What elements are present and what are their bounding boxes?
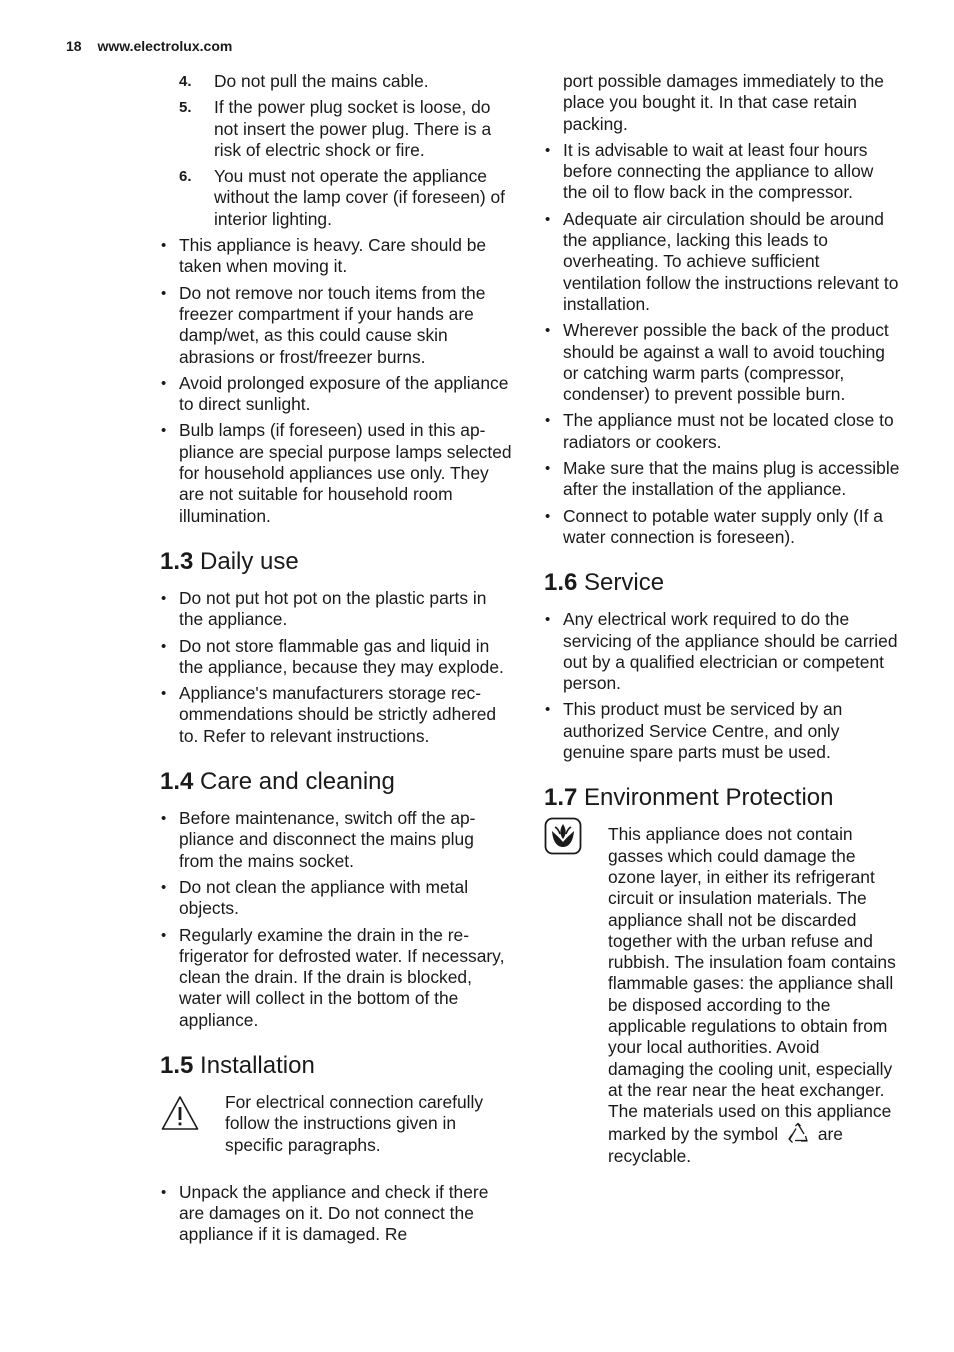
list-item: • Do not put hot pot on the plastic parts in the appliance.	[160, 588, 512, 631]
list-item: • Before maintenance, switch off the appliance and disconnect the mains plug from the mains socket.	[160, 808, 512, 872]
section-title: Care and cleaning	[200, 768, 395, 796]
section-number: 1.3	[160, 547, 194, 575]
environment-note	[544, 824, 900, 1167]
bullet-list	[160, 1182, 512, 1246]
environment-icon	[544, 817, 582, 855]
list-item: • Do not remove nor touch items from the freezer compartment if your hands are damp/wet, as this could cause skin abrasions or frost/freezer burns.	[160, 283, 512, 368]
item-number: 6.	[179, 168, 192, 186]
list-item: • Appliance's manufacturers storage recommendations should be strictly adhered to. Refer to relevant instructions.	[160, 683, 512, 747]
bullet-list	[160, 588, 512, 747]
warning-text: For electrical connection carefully follow the instructions given in specific paragraphs.	[225, 1091, 484, 1155]
warning-note	[160, 1092, 512, 1156]
right-column	[544, 71, 900, 1167]
list-item	[160, 97, 512, 161]
list-item: • Do not store flammable gas and liquid in the appliance, because they may explode.	[160, 636, 512, 679]
item-number: 5.	[179, 99, 192, 117]
recycle-icon	[787, 1122, 809, 1144]
list-item: • Adequate air circulation should be around the appliance, lacking this leads to overheating. To achieve sufficient ventilation follow the instructions relevant to installation.	[544, 209, 900, 315]
item-text: Do not pull the mains cable.	[214, 71, 429, 91]
bullet-list	[544, 609, 900, 763]
environment-text: This appliance does not contain gasses which could damage the ozone layer, in either its refrigerant circuit or insulation materials. The appliance shall not be discarded together with the urban refuse and rubbish. The insulation foam contains flammable gases: the appliance shall be disposed according to the applicable regulations to obtain from your local authorities. Avoid damaging the cooling unit, especially at the rear near the heat exchanger. The materials used on this appliance marked by the symbol	[608, 824, 896, 1145]
section-heading-environment-protection	[544, 784, 900, 812]
section-heading-daily-use	[160, 548, 512, 576]
section-title: Service	[584, 569, 665, 597]
section-heading-service	[544, 569, 900, 597]
section-title: Daily use	[200, 547, 299, 575]
list-item: • The appliance must not be located close to radiators or cookers.	[544, 410, 900, 453]
section-number: 1.5	[160, 1051, 194, 1079]
environment-text-end: are recyclable.	[608, 1124, 843, 1166]
site-url: www.electrolux.com	[97, 38, 233, 54]
item-text: You must not operate the appliance without the lamp cover (if foreseen) of interior lighting.	[214, 166, 505, 229]
list-item: • This product must be serviced by an authorized Service Centre, and only genuine spare parts must be used.	[544, 699, 900, 763]
list-item: • Avoid prolonged exposure of the appliance to direct sunlight.	[160, 373, 512, 416]
list-item: • Make sure that the mains plug is accessible after the installation of the appliance.	[544, 458, 900, 501]
section-title: Installation	[200, 1051, 315, 1079]
section-number: 1.4	[160, 768, 194, 796]
page-number: 18	[66, 38, 82, 54]
page-header	[66, 38, 232, 54]
section-number: 1.7	[544, 784, 578, 812]
list-item: • Connect to potable water supply only (If a water connection is foreseen).	[544, 506, 900, 549]
list-item: • Any electrical work required to do the servicing of the appliance should be carried out by a qualified electrician or competent person.	[544, 609, 900, 694]
section-heading-care-and-cleaning	[160, 768, 512, 796]
bullet-list	[160, 235, 512, 527]
list-item	[160, 166, 512, 230]
list-item: • Bulb lamps (if foreseen) used in this appliance are special purpose lamps selected for household appliances use only. They are not suitable for household room illumination.	[160, 420, 512, 526]
list-item: • Do not clean the appliance with metal objects.	[160, 877, 512, 920]
section-title: Environment Protection	[584, 784, 834, 812]
bullet-list	[544, 140, 900, 548]
item-number: 4.	[179, 73, 192, 90]
left-column	[160, 71, 512, 1251]
list-item: • Regularly examine the drain in the refrigerator for defrosted water. If necessary, clean the drain. If the drain is blocked, water will collect in the bottom of the appliance.	[160, 925, 512, 1031]
section-number: 1.6	[544, 569, 578, 597]
item-text: If the power plug socket is loose, do not insert the power plug. There is a risk of electric shock or fire.	[214, 97, 492, 160]
numbered-list	[160, 71, 512, 230]
list-item: • This appliance is heavy. Care should be taken when moving it.	[160, 235, 512, 278]
bullet-list	[160, 808, 512, 1031]
list-item: • It is advisable to wait at least four hours before connecting the appliance to allow the oil to flow back in the compressor.	[544, 140, 900, 204]
section-heading-installation	[160, 1052, 512, 1080]
list-item: • Unpack the appliance and check if there are damages on it. Do not connect the appliance if it is damaged. Re	[160, 1182, 512, 1246]
warning-triangle-icon	[160, 1094, 200, 1134]
list-item: • Wherever possible the back of the product should be against a wall to avoid touching or catching warm parts (compressor, condenser) to prevent possible burn.	[544, 320, 900, 405]
continued-text: port possible damages immediately to the place you bought it. In that case retain packing.	[563, 71, 884, 134]
list-item	[160, 71, 512, 92]
